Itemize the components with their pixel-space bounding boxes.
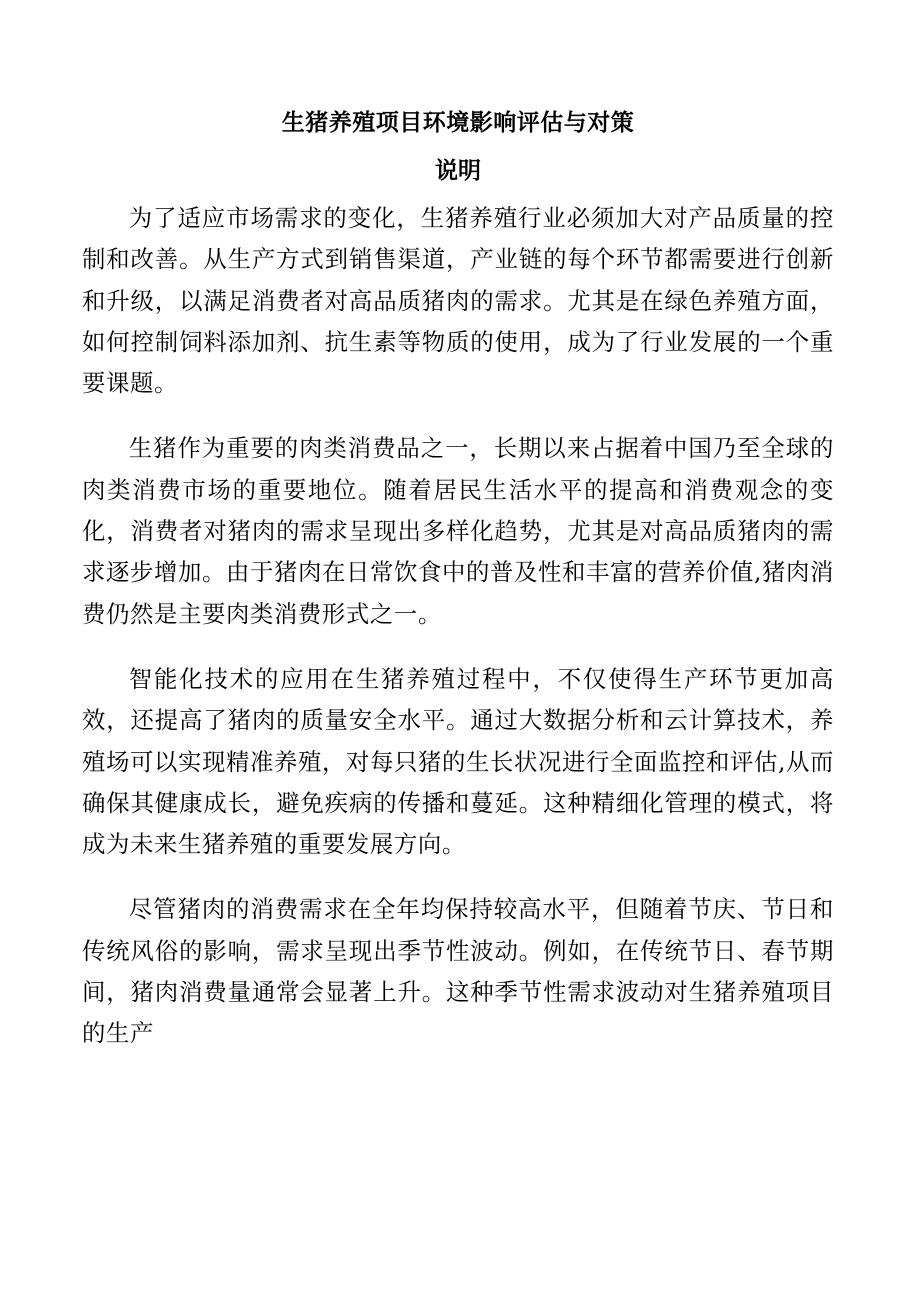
document-title: 生猪养殖项目环境影响评估与对策	[281, 109, 635, 136]
paragraph: 为了适应市场需求的变化，生猪养殖行业必须加大对产品质量的控制和改善。从生产方式到销售渠道，产业链的每个环节都需要进行创新和升级，以满足消费者对高品质猪肉的需求。尤其是在绿色养殖方面，如何控制饲料添加剂、抗生素等物质的使用，成为了行业发展的一个重要课题。	[82, 204, 834, 398]
paragraph: 智能化技术的应用在生猪养殖过程中，不仅使得生产环节更加高效，还提高了猪肉的质量安全水平。通过大数据分析和云计算技术，养殖场可以实现精准养殖，对每只猪的生长状况进行全面监控和评估,从而确保其健康成长，避免疾病的传播和蔓延。这种精细化管理的模式，将成为未来生猪养殖的重要发展方向。	[82, 664, 834, 859]
document-subtitle: 说明	[435, 157, 481, 184]
paragraph: 生猪作为重要的肉类消费品之一，长期以来占据着中国乃至全球的肉类消费市场的重要地位。随着居民生活水平的提高和消费观念的变化，消费者对猪肉的需求呈现出多样化趋势，尤其是对高品质猪肉的需求逐步增加。由于猪肉在日常饮食中的普及性和丰富的营养价值,猪肉消费仍然是主要肉类消费形式之一。	[82, 434, 834, 628]
paragraph: 尽管猪肉的消费需求在全年均保持较高水平，但随着节庆、节日和传统风俗的影响，需求呈现出季节性波动。例如，在传统节日、春节期间，猪肉消费量通常会显著上升。这种季节性需求波动对生猪养殖项目的生产	[82, 895, 834, 1048]
document-body	[82, 198, 834, 1055]
